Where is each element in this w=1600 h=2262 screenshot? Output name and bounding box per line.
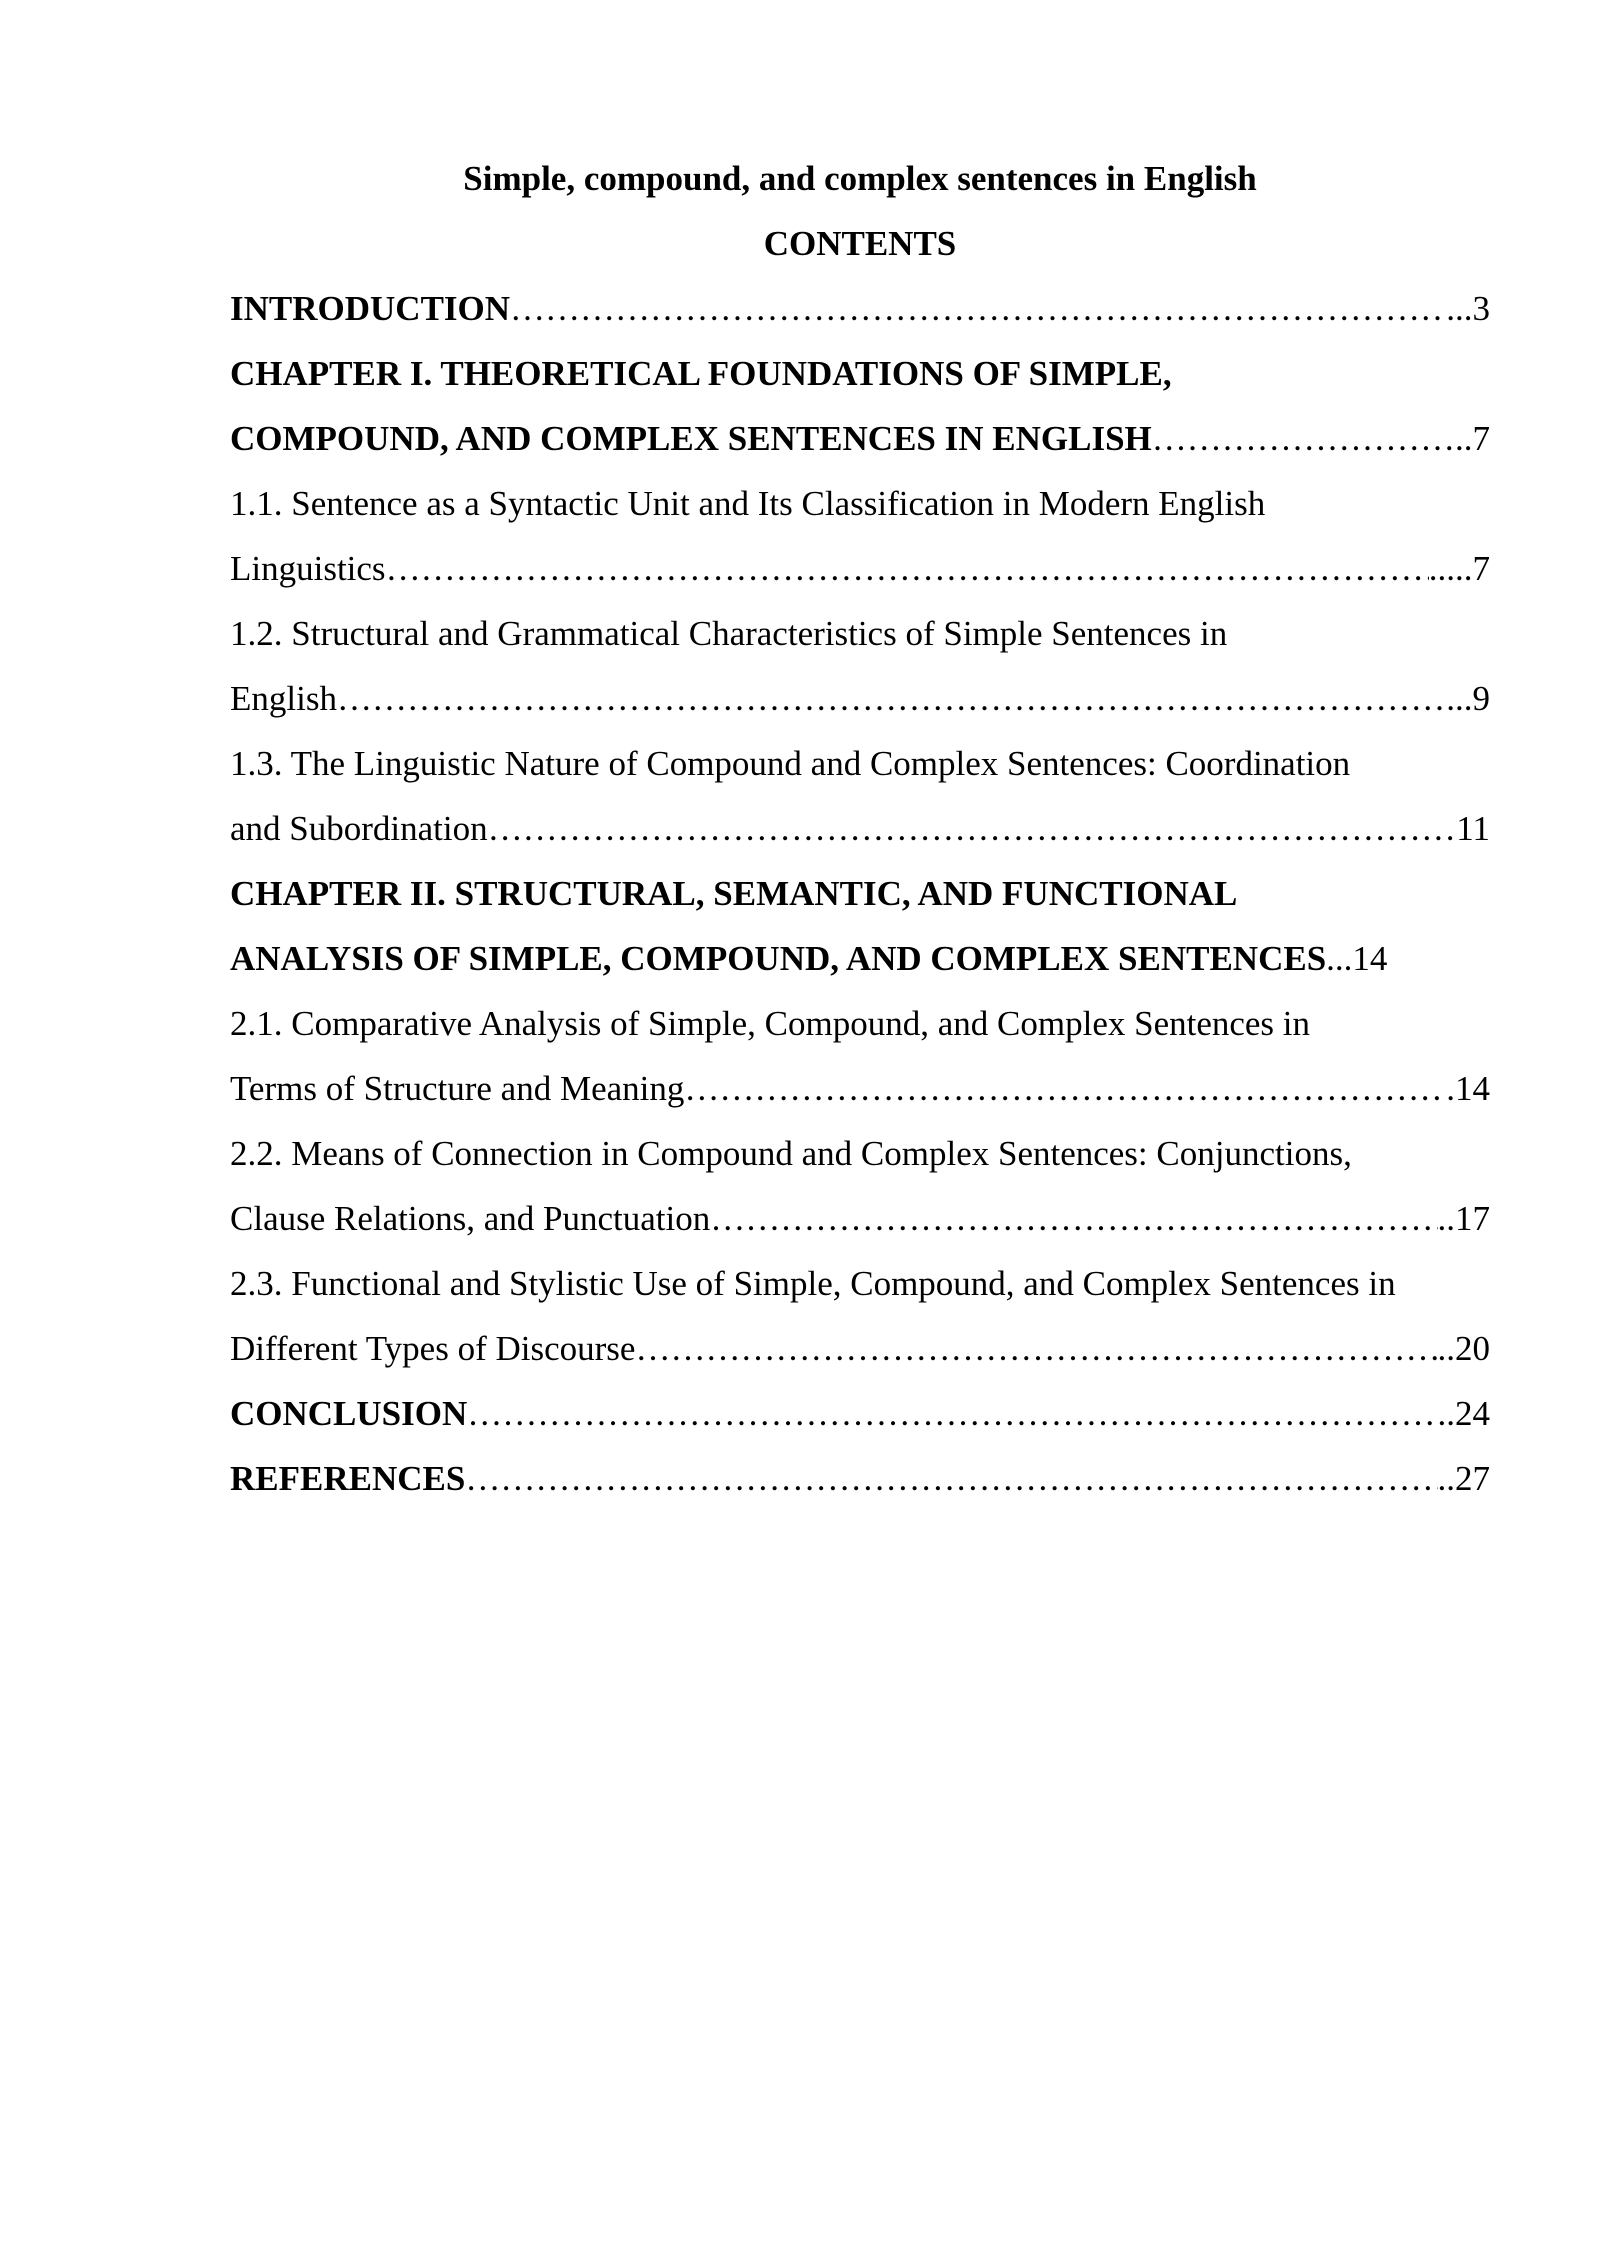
toc-entry-line <box>230 991 1490 1056</box>
toc-entry-title-continued: COMPOUND, AND COMPLEX SENTENCES IN ENGLISH <box>230 419 1152 458</box>
toc-entry-title: 2.3. Functional and Stylistic Use of Simple, Compound, and Complex Sentences in <box>230 1264 1396 1303</box>
toc-page-number: 7 <box>1472 419 1490 458</box>
toc-leader-end: .. <box>1455 419 1473 458</box>
dot-leader <box>510 276 1446 341</box>
dot-leader <box>488 796 1457 861</box>
toc-entry-line <box>230 731 1490 796</box>
dot-leader <box>465 1446 1437 1511</box>
toc-entry-title-continued: ANALYSIS OF SIMPLE, COMPOUND, AND COMPLEX SENTENCES <box>230 939 1327 978</box>
dot-leader <box>337 666 1446 731</box>
toc-entry-section-2-3[interactable] <box>230 1251 1490 1381</box>
document-title: Simple, compound, and complex sentences in English <box>463 159 1257 198</box>
toc-entry-title: REFERENCES <box>230 1459 466 1498</box>
toc-entry-section-2-1[interactable] <box>230 991 1490 1121</box>
toc-page-number: 24 <box>1455 1394 1490 1433</box>
toc-entry-line <box>230 601 1490 666</box>
toc-entry-title: INTRODUCTION <box>230 289 511 328</box>
toc-entry-line <box>230 341 1490 406</box>
toc-entry-line <box>230 1446 1490 1511</box>
toc-entry-title-continued: and Subordination <box>230 809 488 848</box>
dot-leader <box>710 1186 1437 1251</box>
toc-entry-references[interactable] <box>230 1446 1490 1511</box>
toc-entry-introduction[interactable] <box>230 276 1490 341</box>
toc-page-number: 9 <box>1472 679 1490 718</box>
toc-entry-line <box>230 536 1490 601</box>
toc-entry-line <box>230 861 1490 926</box>
contents-heading: CONTENTS <box>763 224 957 263</box>
toc-page-number: 7 <box>1472 549 1490 588</box>
toc-entry-conclusion[interactable] <box>230 1381 1490 1446</box>
toc-entry-line <box>230 1056 1490 1121</box>
toc-leader-end: ... <box>1326 939 1353 978</box>
dot-leader <box>684 1056 1446 1121</box>
toc-page-number: 14 <box>1352 939 1388 978</box>
toc-leader-end: ... <box>1446 289 1473 328</box>
toc-entry-line <box>230 666 1490 731</box>
toc-entry-chapter-2[interactable] <box>230 861 1490 991</box>
toc-entry-line <box>230 1251 1490 1316</box>
toc-entry-title-continued: Terms of Structure and Meaning <box>230 1069 685 1108</box>
toc-entry-title: 2.1. Comparative Analysis of Simple, Compound, and Complex Sentences in <box>230 1004 1311 1043</box>
toc-leader-end: ... <box>1446 679 1473 718</box>
toc-entry-title: CONCLUSION <box>230 1394 468 1433</box>
toc-entry-section-1-2[interactable] <box>230 601 1490 731</box>
toc-entry-title: 1.1. Sentence as a Syntactic Unit and Its Classification in Modern English <box>230 484 1266 523</box>
dot-leader <box>635 1316 1437 1381</box>
toc-page-number: 3 <box>1472 289 1490 328</box>
toc-page-number: 20 <box>1455 1329 1490 1368</box>
toc-entry-title-continued: Linguistics <box>230 549 386 588</box>
toc-page-number: 27 <box>1455 1459 1490 1498</box>
toc-leader-end: ..... <box>1428 549 1473 588</box>
toc-entry-title-continued: English <box>230 679 337 718</box>
toc-entry-line <box>230 796 1490 861</box>
toc-entry-line <box>230 1186 1490 1251</box>
dot-leader <box>467 1381 1437 1446</box>
toc-entry-line <box>230 276 1490 341</box>
toc-leader-end: .. <box>1437 1394 1455 1433</box>
toc-entry-line <box>230 1316 1490 1381</box>
toc-page-number: 11 <box>1456 809 1490 848</box>
toc-leader-end: .. <box>1437 1199 1455 1238</box>
toc-entry-section-1-1[interactable] <box>230 471 1490 601</box>
dot-leader <box>386 536 1429 601</box>
toc-entry-title: CHAPTER II. STRUCTURAL, SEMANTIC, AND FUNCTIONAL <box>230 874 1238 913</box>
toc-leader-end: .. <box>1437 1459 1455 1498</box>
toc-entry-title: 2.2. Means of Connection in Compound and Complex Sentences: Conjunctions, <box>230 1134 1352 1173</box>
table-of-contents <box>230 276 1490 1511</box>
toc-entry-title-continued: Clause Relations, and Punctuation <box>230 1199 711 1238</box>
toc-page-number: 17 <box>1455 1199 1490 1238</box>
toc-entry-line <box>230 1381 1490 1446</box>
toc-entry-chapter-1[interactable] <box>230 341 1490 471</box>
dot-leader <box>1152 406 1455 471</box>
toc-entry-title: 1.2. Structural and Grammatical Characteristics of Simple Sentences in <box>230 614 1228 653</box>
toc-entry-section-2-2[interactable] <box>230 1121 1490 1251</box>
toc-entry-title: 1.3. The Linguistic Nature of Compound and Complex Sentences: Coordination <box>230 744 1351 783</box>
toc-entry-line <box>230 926 1490 991</box>
toc-leader-end: .. <box>1437 1329 1455 1368</box>
toc-leader-end: . <box>1446 1069 1455 1108</box>
document-page <box>230 146 1490 1511</box>
toc-entry-line <box>230 471 1490 536</box>
toc-entry-line <box>230 1121 1490 1186</box>
toc-page-number: 14 <box>1455 1069 1490 1108</box>
toc-entry-title-continued: Different Types of Discourse <box>230 1329 636 1368</box>
toc-entry-section-1-3[interactable] <box>230 731 1490 861</box>
toc-entry-line <box>230 406 1490 471</box>
toc-entry-title: CHAPTER I. THEORETICAL FOUNDATIONS OF SIMPLE, <box>230 354 1172 393</box>
